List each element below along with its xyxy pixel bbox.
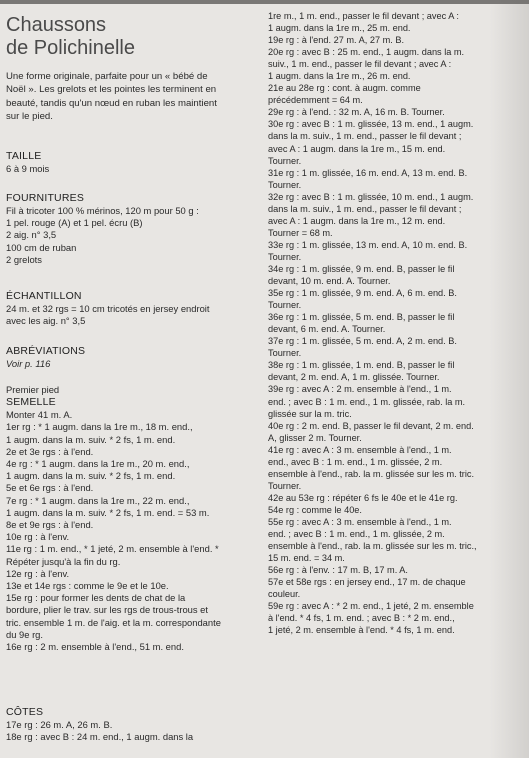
section-line: 2 aig. n° 3,5 — [6, 229, 57, 241]
pattern-line: 30e rg : avec B : 1 m. glissée, 13 m. end., 1 augm. — [268, 119, 474, 130]
pattern-line: suiv., 1 m. end., passer le fil devant ; avec A : — [268, 59, 452, 70]
section-line: 1 pel. rouge (A) et 1 pel. écru (B) — [6, 217, 143, 229]
section-cotes — [6, 706, 264, 743]
pattern-line: Tourner = 68 m. — [268, 227, 333, 238]
pattern-line: 56e rg : à l'env. : 17 m. B, 17 m. A. — [268, 565, 408, 576]
section-line: 6 à 9 mois — [6, 163, 50, 174]
pattern-line: end., avec B : 1 m. end., 1 m. glissée, 2 m. — [268, 456, 443, 467]
pattern-line: 36e rg : 1 m. glissée, 5 m. end. B, passer le fil — [268, 312, 455, 323]
section-heading: SEMELLE — [6, 396, 56, 409]
pattern-line: Répéter jusqu'à la fin du rg. — [6, 555, 121, 567]
pattern-line: 57e et 58e rgs : en jersey end., 17 m. de chaque — [268, 577, 466, 588]
intro-line: sur le pied. — [6, 111, 53, 123]
pattern-line: avec A : 1 augm. dans la 1re m., 15 m. end. — [268, 143, 446, 154]
pattern-line: du 9e rg. — [6, 628, 44, 640]
pattern-line: 15 m. end. = 34 m. — [268, 553, 345, 564]
pattern-line: 11e rg : 1 m. end., * 1 jeté, 2 m. ensemble à l'end. * — [6, 543, 219, 555]
pattern-line: 59e rg : avec A : * 2 m. end., 1 jeté, 2 m. ensemble — [268, 601, 474, 612]
pattern-line: 20e rg : avec B : 25 m. end., 1 augm. dans la m. — [268, 47, 465, 58]
title-line-2: de Polichinelle — [6, 37, 135, 59]
right-column-lines — [268, 10, 526, 636]
pied-lines — [6, 409, 264, 653]
pattern-line: Tourner. — [268, 348, 302, 359]
pattern-line: à l'end. * 4 fs, 1 m. end. ; avec B : * 2 m. end., — [268, 613, 455, 624]
pattern-line: 2e et 3e rgs : à l'end. — [6, 445, 94, 457]
pattern-line: 1 augm. dans la 1re m., 26 m. end. — [268, 71, 411, 82]
pattern-line: 42e au 53e rg : répéter 6 fs le 40e et le 41e rg. — [268, 492, 458, 503]
section-line: Fil à tricoter 100 % mérinos, 120 m pour 50 g : — [6, 205, 199, 216]
section-abreviations — [6, 345, 264, 370]
section-line: Voir p. 116 — [6, 358, 51, 369]
pattern-line: dans la m. suiv., 1 m. end., passer le fil devant ; — [268, 131, 462, 142]
pattern-line: 15e rg : pour former les dents de chat de la — [6, 592, 186, 604]
section-heading: CÔTES — [6, 706, 44, 718]
pattern-line: 38e rg : 1 m. glissée, 1 m. end. B, passer le fil — [268, 360, 455, 371]
pattern-line: A, glisser 2 m. Tourner. — [268, 432, 362, 443]
subsection-heading: Premier pied — [6, 384, 60, 395]
pattern-line: 40e rg : 2 m. end. B, passer le fil devant, 2 m. end. — [268, 420, 474, 431]
pattern-line: Monter 41 m. A. — [6, 409, 73, 421]
pattern-line: 34e rg : 1 m. glissée, 9 m. end. B, passer le fil — [268, 263, 455, 274]
pattern-title — [6, 14, 135, 60]
pattern-line: 21e au 28e rg : cont. à augm. comme — [268, 83, 421, 94]
pattern-line: 29e rg : à l'end. : 32 m. A, 16 m. B. Tourner. — [268, 107, 445, 118]
section-heading: ÉCHANTILLON — [6, 290, 82, 302]
pattern-line: 1re m., 1 m. end., passer le fil devant ; avec A : — [268, 11, 459, 21]
pattern-line: 1 augm. dans la m. suiv. * 2 fs, 1 m. end. = 53 m. — [6, 506, 210, 518]
pattern-line: 1 augm. dans la m. suiv. * 2 fs, 1 m. end. — [6, 470, 176, 482]
section-premier-pied — [6, 384, 264, 653]
section-heading: TAILLE — [6, 150, 42, 162]
pattern-line: Tourner. — [268, 480, 302, 491]
pattern-line: devant, 10 m. end. A. Tourner. — [268, 276, 391, 287]
pattern-line: 39e rg : avec A : 2 m. ensemble à l'end., 1 m. — [268, 384, 452, 395]
pattern-line: avec A : 1 augm. dans la 1re m., 12 m. end. — [268, 215, 446, 226]
pattern-line: couleur. — [268, 589, 301, 600]
section-line: 17e rg : 26 m. A, 26 m. B. — [6, 719, 113, 730]
section-fournitures — [6, 192, 264, 266]
pattern-line: 1er rg : * 1 augm. dans la 1re m., 18 m. end., — [6, 421, 193, 433]
pattern-line: 33e rg : 1 m. glissée, 13 m. end. A, 10 m. end. B. — [268, 239, 468, 250]
section-heading: FOURNITURES — [6, 192, 85, 204]
intro-paragraph — [6, 70, 264, 124]
pattern-line: 55e rg : avec A : 3 m. ensemble à l'end., 1 m. — [268, 516, 452, 527]
section-line: 2 grelots — [6, 253, 42, 265]
pattern-line: Tourner. — [268, 155, 302, 166]
pattern-line: 4e rg : * 1 augm. dans la 1re m., 20 m. end., — [6, 458, 190, 470]
pattern-line: dans la m. suiv., 1 m. end., passer le fil devant ; — [268, 203, 462, 214]
pattern-line: Tourner. — [268, 300, 302, 311]
pattern-line: 37e rg : 1 m. glissée, 5 m. end. A, 2 m. end. B. — [268, 336, 457, 347]
pattern-line: 32e rg : avec B : 1 m. glissée, 10 m. end., 1 augm. — [268, 191, 474, 202]
pattern-line: bordure, plier le trav. sur les rgs de trous-trous et — [6, 604, 208, 616]
intro-line: Noël ». Les grelots et les pointes les terminent en — [6, 84, 217, 96]
section-line: 18e rg : avec B : 24 m. end., 1 augm. dans la — [6, 731, 194, 743]
pattern-line: 5e et 6e rgs : à l'end. — [6, 482, 94, 494]
pattern-line: 12e rg : à l'env. — [6, 567, 70, 579]
pattern-line: glissée sur la m. tric. — [268, 408, 352, 419]
pattern-line: end. ; avec B : 1 m. end., 1 m. glissée, 2 m. — [268, 529, 445, 540]
pattern-line: ensemble à l'end., rab. la m. glissée sur les m. tric., — [268, 541, 477, 552]
pattern-line: ensemble à l'end., rab. la m. glissée sur les m. tric. — [268, 468, 475, 479]
pattern-line: Tourner. — [268, 251, 302, 262]
pattern-line: Tourner. — [268, 179, 302, 190]
pattern-line: 54e rg : comme le 40e. — [268, 504, 362, 515]
intro-line: Une forme originale, parfaite pour un « bébé de — [6, 71, 208, 82]
pattern-line: tric. ensemble 1 m. de l'aig. et la m. correspondante — [6, 616, 221, 628]
pattern-line: 41e rg : avec A : 3 m. ensemble à l'end., 1 m. — [268, 444, 452, 455]
pattern-line: devant, 2 m. end. A, 1 m. glissée. Tourner. — [268, 372, 440, 383]
section-taille — [6, 150, 264, 175]
pattern-line: devant, 6 m. end. A. Tourner. — [268, 324, 386, 335]
pattern-line: 7e rg : * 1 augm. dans la 1re m., 22 m. end., — [6, 494, 190, 506]
pattern-line: 31e rg : 1 m. glissée, 16 m. end. A, 13 m. end. B. — [268, 167, 468, 178]
section-line: 24 m. et 32 rgs = 10 cm tricotés en jersey endroit — [6, 303, 210, 314]
pattern-line: 1 jeté, 2 m. ensemble à l'end. * 4 fs, 1 m. end. — [268, 625, 455, 636]
pattern-line: précédemment = 64 m. — [268, 95, 363, 106]
section-line: avec les aig. n° 3,5 — [6, 315, 86, 327]
pattern-line: 13e et 14e rgs : comme le 9e et le 10e. — [6, 580, 169, 592]
page-top-edge — [0, 0, 529, 4]
pattern-line: 16e rg : 2 m. ensemble à l'end., 51 m. end. — [6, 641, 184, 653]
section-heading: ABRÉVIATIONS — [6, 345, 86, 357]
section-echantillon — [6, 290, 264, 327]
pattern-line: end. ; avec B : 1 m. end., 1 m. glissée, rab. la m. — [268, 396, 466, 407]
section-line: 100 cm de ruban — [6, 241, 77, 253]
intro-line: beauté, tandis qu'un nœud en ruban les maintient — [6, 97, 217, 109]
pattern-line: 19e rg : à l'end. 27 m. A, 27 m. B. — [268, 35, 405, 46]
pattern-line: 35e rg : 1 m. glissée, 9 m. end. A, 6 m. end. B. — [268, 288, 457, 299]
title-line-1: Chaussons — [6, 14, 107, 36]
pattern-line: 1 augm. dans la m. suiv. * 2 fs, 1 m. end. — [6, 433, 176, 445]
pattern-line: 8e et 9e rgs : à l'end. — [6, 519, 94, 531]
right-column — [268, 10, 526, 636]
pattern-line: 1 augm. dans la 1re m., 25 m. end. — [268, 23, 411, 34]
pattern-line: 10e rg : à l'env. — [6, 531, 70, 543]
